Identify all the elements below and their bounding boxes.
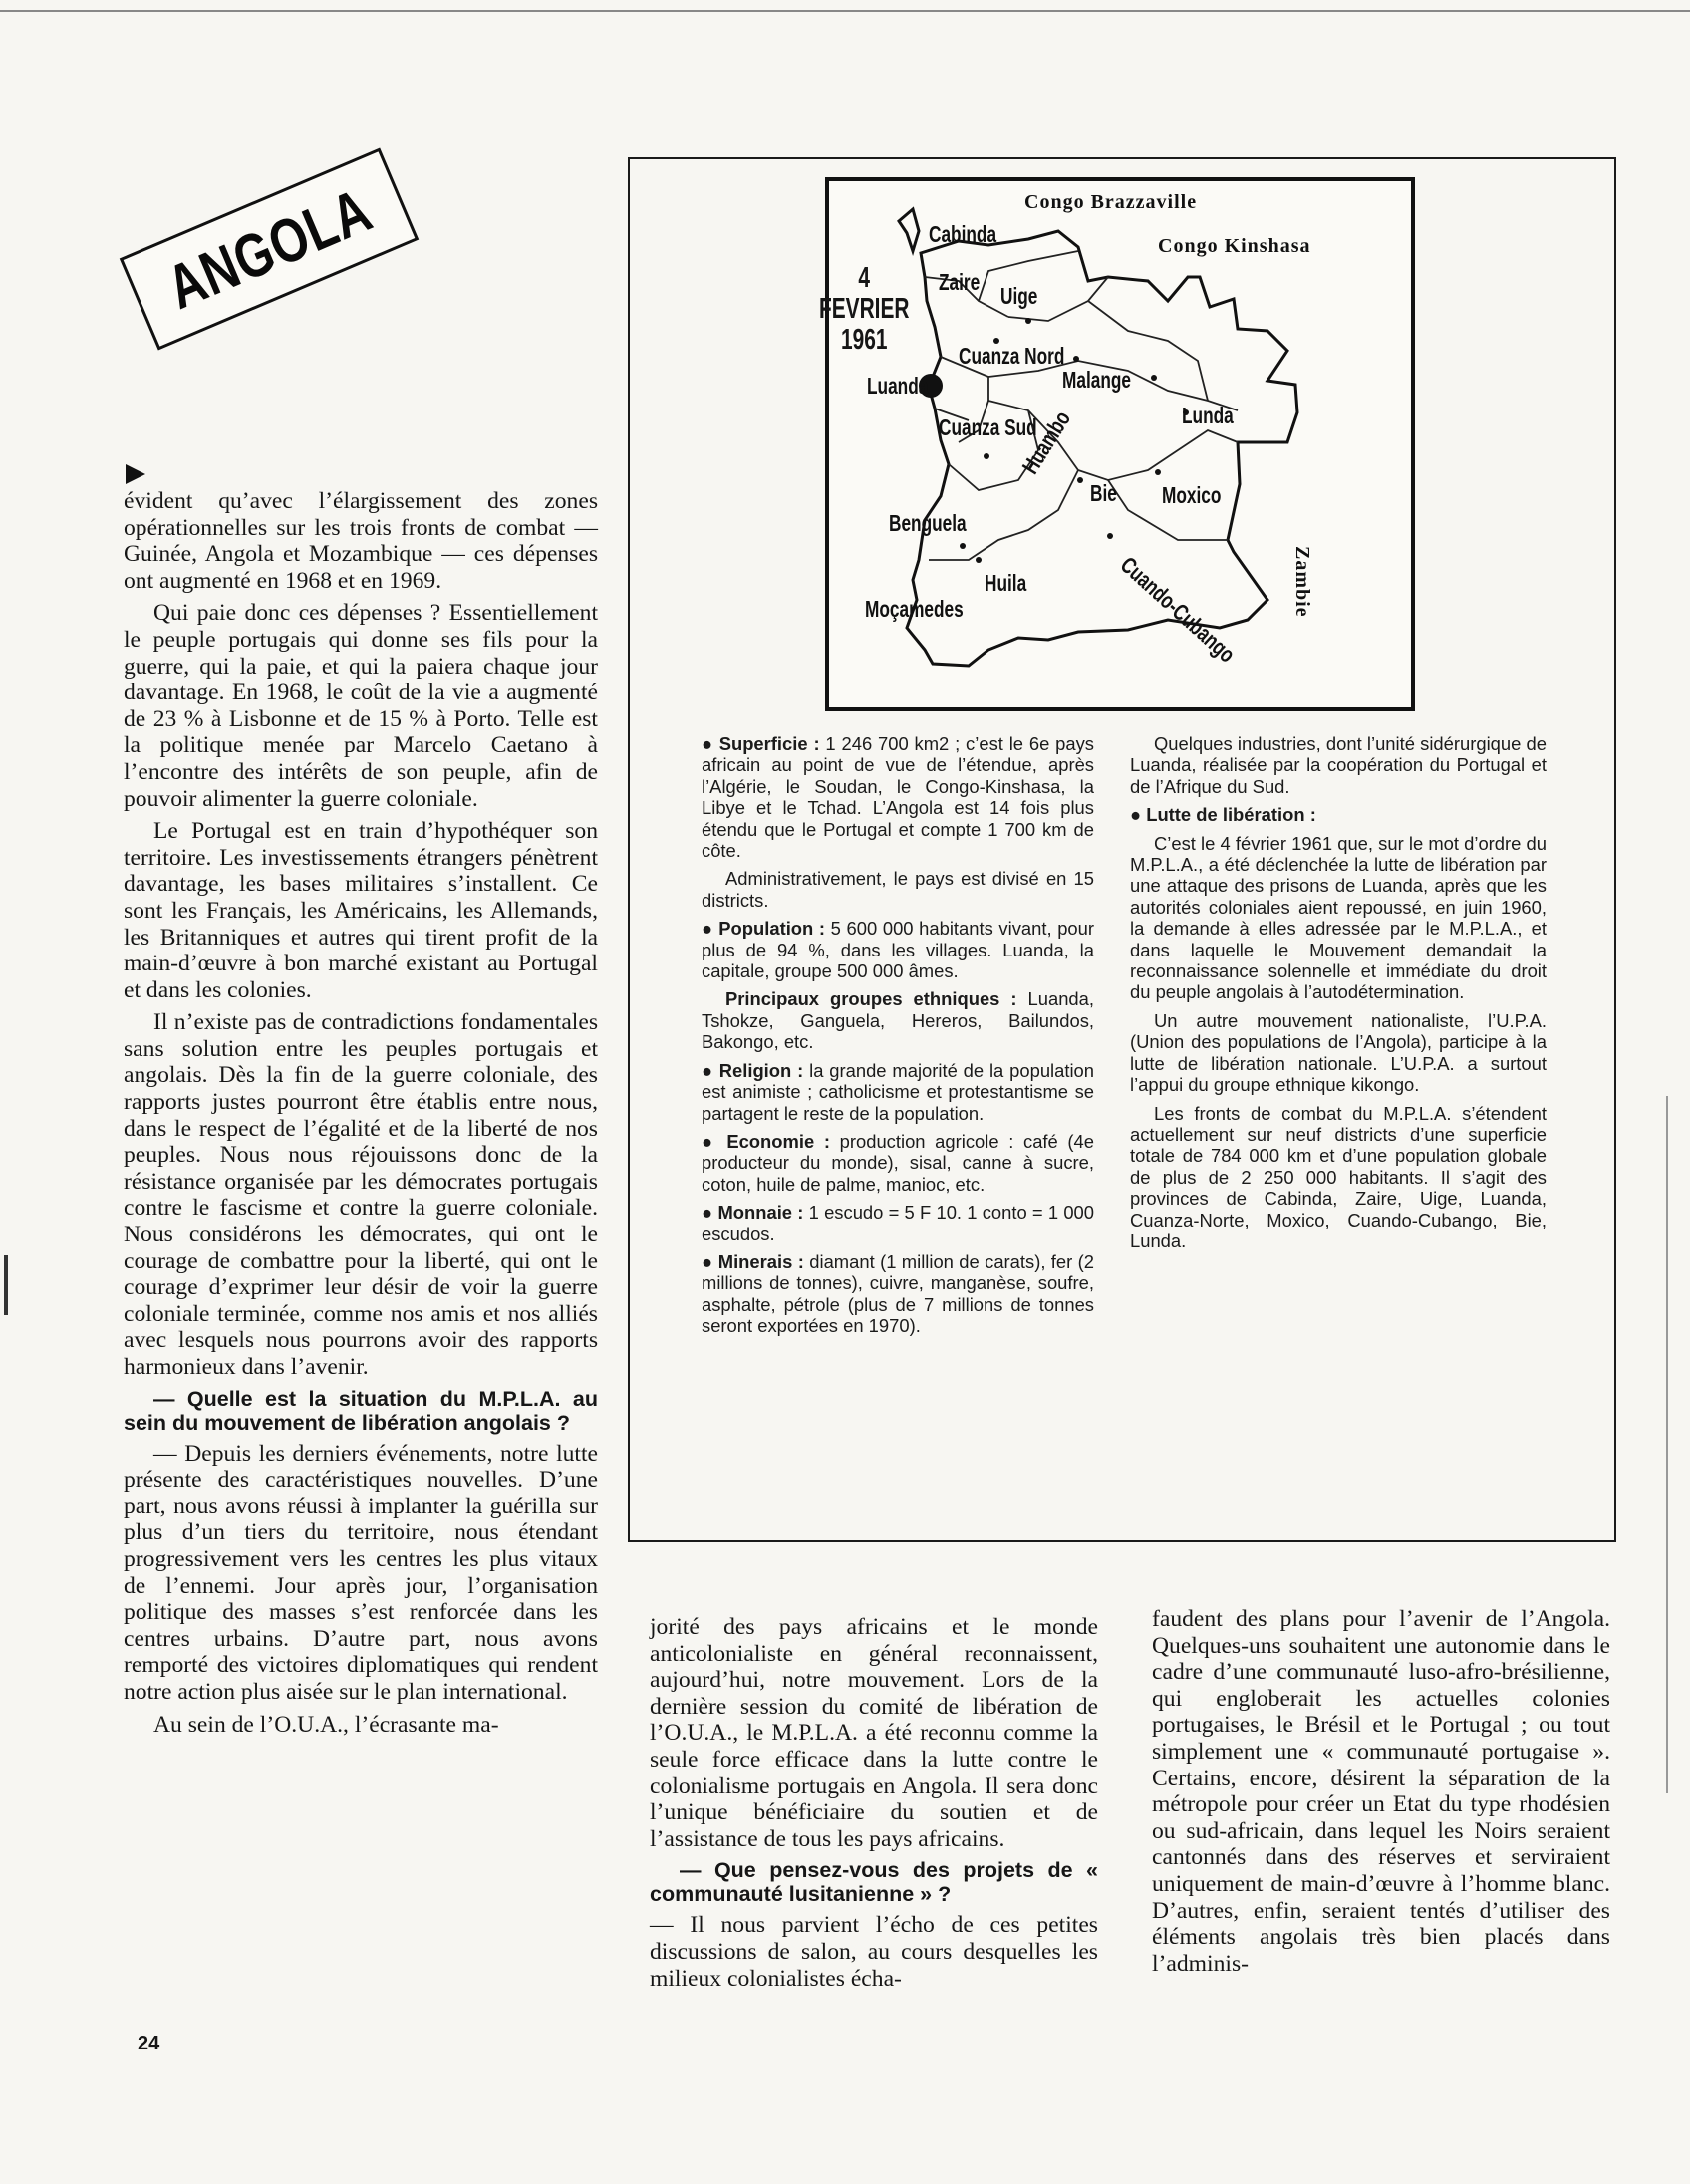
column-middle	[650, 1614, 1098, 1998]
label-luanda: Luanda	[867, 373, 929, 399]
fact-text: diamant (1 million de carats), fer (2 millions de tonnes), cuivre, manganèse, soufre, asphalte, pétrole (plus de 7 millions de tonnes seront exportées en 1970).	[702, 1250, 1094, 1337]
fact-population	[702, 918, 1094, 981]
info-box	[628, 157, 1616, 1542]
label-huila: Huila	[985, 570, 1027, 596]
label-uige: Uige	[1000, 283, 1038, 309]
label-malange: Malange	[1062, 367, 1132, 393]
paragraph: évident qu’avec l’élargissement des zones opérationnelles sur les trois fronts de combat — Guinée, Angola et Mozambique — ces dépenses ont augmenté en 1968 et en 1969.	[124, 488, 598, 594]
date-day: 4	[858, 262, 871, 294]
fact-lutte-p2: Un autre mouvement nationaliste, l’U.P.A. (Union des populations de l’Angola), participe à la lutte de libération nationale. L’U.P.A. a surtout l’appui du groupe ethnique kikongo.	[1130, 1009, 1547, 1096]
label-zambie: Zambie	[1291, 546, 1313, 618]
facts-column-left	[702, 733, 1094, 1344]
label-mocamedes: Moçamedes	[865, 596, 964, 622]
continuation-arrow-icon	[126, 464, 145, 484]
fact-text: Luanda, Tshokze, Ganguela, Hereros, Bailundos, Bakongo, etc.	[702, 988, 1094, 1053]
fact-lutte-heading	[1130, 804, 1547, 825]
interview-question: — Quelle est la situation du M.P.L.A. au sein du mouvement de libération angolais ?	[124, 1386, 598, 1435]
fact-key: ● Economie :	[702, 1131, 830, 1152]
fact-industries: Quelques industries, dont l’unité sidérurgique de Luanda, réalisée par la coopération du Portugal et de l’Afrique du Sud.	[1130, 733, 1547, 797]
top-rule	[0, 10, 1690, 12]
facts-column-right	[1130, 733, 1547, 1258]
label-moxico: Moxico	[1162, 482, 1222, 508]
label-cuanza-nord: Cuanza Nord	[959, 343, 1065, 369]
margin-line	[1666, 1096, 1668, 1793]
paragraph: faudent des plans pour l’avenir de l’Angola. Quelques-uns souhaitent une autonomie dans le cadre d’une communauté luso-afro-brésilienne, qui engloberait les actuelles colonies portugaises, le Brésil et le Portugal ; ou tout simplement une « communauté portugaise ». Certains, encore, désirent la séparation de la métropole pour créer un Etat du type rhodésien ou sud-africain, dans lequel les Noirs seraient cantonnés dans des réserves et serviraient uniquement de main-d’œuvre à l’homme blanc. D’autres, enfin, seraient tentés d’utiliser des éléments angolais très bien placés dans l’adminis-	[1152, 1606, 1610, 1977]
paragraph: Le Portugal est en train d’hypothéquer son territoire. Les investissements étrangers pénètrent davantage, les bases militaires s’installent. Ce sont les Français, les Américains, les Allemands, les Britanniques et autres qui tirent profit de la main-d’œuvre à bon marché existant au Portugal et dans les colonies.	[124, 818, 598, 1003]
label-congo-kinshasa: Congo Kinshasa	[1158, 235, 1311, 257]
fact-text: la grande majorité de la population est animiste ; catholicisme et protestantisme se partagent le reste de la population.	[702, 1059, 1095, 1124]
column-right	[1152, 1606, 1610, 1983]
label-bie: Bie	[1090, 480, 1117, 506]
label-lunda: Lunda	[1182, 403, 1234, 428]
date-month: FEVRIER	[819, 293, 910, 325]
paragraph: — Il nous parvient l’écho de ces petites discussions de salon, au cours desquelles les milieux colonialistes écha-	[650, 1912, 1098, 1992]
fact-key: ● Monnaie :	[702, 1202, 803, 1223]
fact-key: ● Superficie :	[702, 733, 820, 754]
angola-title: ANGOLA	[156, 175, 382, 323]
fact-key: ● Population :	[702, 918, 825, 939]
margin-mark	[4, 1255, 8, 1315]
fact-religion	[702, 1060, 1094, 1124]
date-stamp	[819, 263, 909, 356]
page-number: 24	[138, 2033, 160, 2054]
label-huambo: Huambo	[1016, 406, 1076, 479]
fact-key: ● Minerais :	[702, 1251, 804, 1272]
angola-map	[819, 177, 1415, 711]
label-benguela: Benguela	[889, 510, 967, 536]
fact-admin: Administrativement, le pays est divisé en 15 districts.	[702, 868, 1094, 911]
paragraph: Qui paie donc ces dépenses ? Essentiellement le peuple portugais qui donne ses fils pour la guerre, qui la paie, et qui la paiera chaque jour davantage. En 1968, le coût de la vie a augmenté de 23 % à Lisbonne et de 15 % à Porto. Telle est la politique menée par Marcelo Caetano à l’encontre des intérêts de son peuple, afin de pouvoir alimenter la guerre coloniale.	[124, 600, 598, 812]
fact-groupes	[702, 988, 1094, 1052]
fact-economie	[702, 1131, 1094, 1195]
fact-key: ● Lutte de libération :	[1130, 804, 1316, 825]
label-cuando-cubango: Cuando-Cubango	[1115, 551, 1241, 668]
fact-lutte-p1: C’est le 4 février 1961 que, sur le mot d’ordre du M.P.L.A., a été déclenchée la lutte de libération par une attaque des prisons de Luanda, après que les autorités coloniales aient repoussé, en juin 1960, la demande à elles adressée par le M.P.L.A., et dans laquelle le Mouvement demandait la reconnaissance solennelle et immédiate du droit du peuple angolais à l’autodétermination.	[1130, 832, 1547, 1003]
fact-lutte-p3: Les fronts de combat du M.P.L.A. s’étendent actuellement sur neuf districts d’une superficie totale de 784 000 km et d’une population globale de plus de 2 250 000 habitants. Il s’agit des provinces de Cabinda, Zaire, Uige, Luanda, Cuanza-Norte, Moxico, Cuando-Cubango, Bie, Lunda.	[1130, 1102, 1547, 1251]
paragraph: — Depuis les derniers événements, notre lutte présente des caractéristiques nouvelles. D’une part, nous avons réussi à implanter la guérilla sur plus d’un tiers du territoire, nous étendant progressivement vers les centres les plus vitaux de l’ennemi. Jour après jour, l’organisation politique des masses s’est renforcée dans les centres urbains. D’autre part, nous avons remporté des victoires diplomatiques qui rendent notre action plus aisée sur le plan international.	[124, 1440, 598, 1705]
column-left	[124, 488, 598, 1744]
fact-text: 5 600 000 habitants vivant, pour plus de 94 %, dans les villages. Luanda, la capitale, groupe 500 000 âmes.	[702, 918, 1095, 982]
paragraph: jorité des pays africains et le monde anticolonialiste en général reconnaissent, aujourd’hui, notre mouvement. Lors de la dernière session du comité de libération de l’O.U.A., le M.P.L.A. a été reconnu comme la seule force efficace dans la lutte contre le colonialisme portugais en Angola. Il sera donc l’unique bénéficiaire du soutien et de l’assistance de tous les pays africains.	[650, 1614, 1098, 1852]
fact-monnaie	[702, 1202, 1094, 1244]
label-zaire: Zaire	[939, 269, 981, 295]
label-cuanza-sud: Cuanza Sud	[939, 414, 1037, 440]
angola-title-tag	[120, 147, 419, 350]
date-year: 1961	[841, 324, 888, 356]
paragraph: Il n’existe pas de contradictions fondamentales sans solution entre les peuples portugais et angolais. Dès la fin de la guerre coloniale, des rapports justes pourront être établis entre nous, dans le respect de l’égalité et de la liberté de nos peuples. Nous nous réjouissons donc de la résistance organisée par les démocrates portugais contre le fascisme et contre la guerre coloniale. Nous considérons les démocrates, qui ont le courage de combattre pour la liberté, qui ont le courage d’exprimer leur désir de voir la guerre coloniale terminée, comme nos amis et nos alliés avec lesquels nous pourrons avoir des rapports harmonieux dans l’avenir.	[124, 1009, 598, 1380]
fact-text: 1 escudo = 5 F 10. 1 conto = 1 000 escudos.	[702, 1202, 1095, 1244]
paragraph: Au sein de l’O.U.A., l’écrasante ma-	[153, 1711, 499, 1738]
fact-text: production agricole : café (4e producteur du monde), sisal, canne à sucre, coton, huile de palme, manioc, etc.	[702, 1130, 1094, 1195]
fact-superficie	[702, 733, 1094, 861]
fact-key: Principaux groupes ethniques :	[725, 988, 1017, 1010]
fact-key: ● Religion :	[702, 1060, 803, 1081]
label-cabinda: Cabinda	[929, 221, 997, 247]
fact-text: 1 246 700 km2 ; c’est le 6e pays africain au point de vue de l’étendue, après l’Algérie, le Soudan, le Congo-Kinshasa, la Libye et le Tchad. L’Angola est 14 fois plus étendu que le Portugal et compte 1 700 km de côte.	[702, 733, 1094, 862]
interview-question: — Que pensez-vous des projets de « communauté lusitanienne » ?	[650, 1858, 1098, 1907]
label-congo-brazzaville: Congo Brazzaville	[1024, 191, 1198, 213]
fact-minerais	[702, 1251, 1094, 1337]
